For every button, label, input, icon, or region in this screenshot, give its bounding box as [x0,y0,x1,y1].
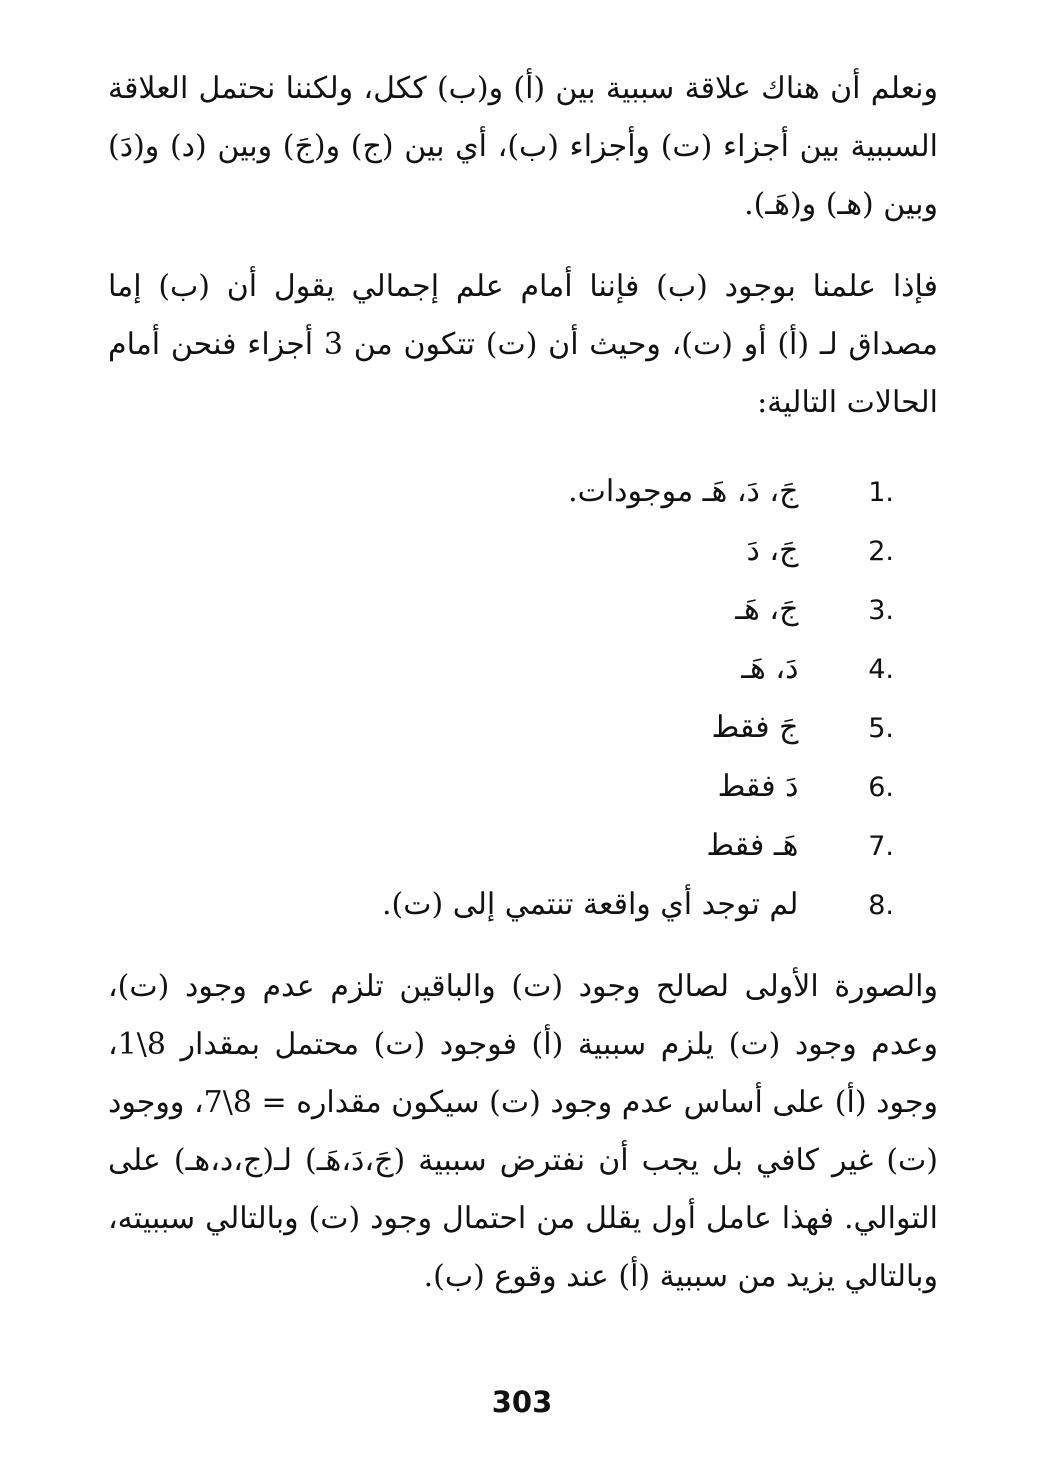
list-item [194,639,894,698]
list-item-number: 3. [868,595,894,626]
list-item-text: جَ، هَـ [735,592,799,627]
list-item [194,757,894,816]
list-item-number: 4. [868,654,894,685]
paragraph-aggregate-knowledge: فإذا علمنا بوجود (ب) فإننا أمام علم إجمالي يقول أن (ب) إما مصداق لـ (أ) أو (ت)، وحيث أن (ت) تتكون من 3 أجزاء فنحن أمام الحالات التالية: [108,269,938,420]
list-item [194,816,894,875]
cases-list [194,462,894,934]
paragraph-first-case-analysis: والصورة الأولى لصالح وجود (ت) والباقين تلزم عدم وجود (ت)، وعدم وجود (ت) يلزم سببية (أ) فوجود (ت) محتمل بمقدار 8\1، وجود (أ) على أساس عدم وجود (ت) سيكون مقداره = 8\7، ووجود (ت) غير كافي بل يجب أن نفترض سببية (جَ،دَ،هَـ) لـ(ج،د،هـ) على التوالي. فهذا عامل أول يقلل من احتمال وجود (ت) وبالتالي سببيته، وبالتالي يزيد من سببية (أ) عند وقوع (ب). [108,969,938,1294]
list-item-text: دَ فقط [717,769,799,804]
list-item [194,875,894,934]
list-item-number: 1. [868,477,894,508]
list-item-number: 7. [868,831,894,862]
list-item-text: جَ، دَ [746,533,799,568]
list-item [194,580,894,639]
list-item-text: هَـ فقط [706,828,799,863]
list-item-number: 8. [868,890,894,921]
list-item-text: جَ فقط [711,710,799,745]
list-item [194,698,894,757]
list-item [194,521,894,580]
list-item-text: لم توجد أي واقعة تنتمي إلى (ت). [381,887,799,922]
paragraph-causal-relation: ونعلم أن هناك علاقة سببية بين (أ) و(ب) ككل، ولكننا نحتمل العلاقة السببية بين أجزاء (ت) وأجزاء (ب)، أي بين (ج) و(جَ) وبين (د) و(دَ) وبين (هـ) و(هَـ). [108,71,938,222]
list-item-number: 5. [868,713,894,744]
list-item-text: جَ، دَ، هَـ موجودات. [568,474,799,509]
list-item-text: دَ، هَـ [741,651,799,686]
list-item-number: 2. [868,536,894,567]
page-number: 303 [491,1385,553,1419]
list-item-number: 6. [868,772,894,803]
list-item [194,462,894,521]
